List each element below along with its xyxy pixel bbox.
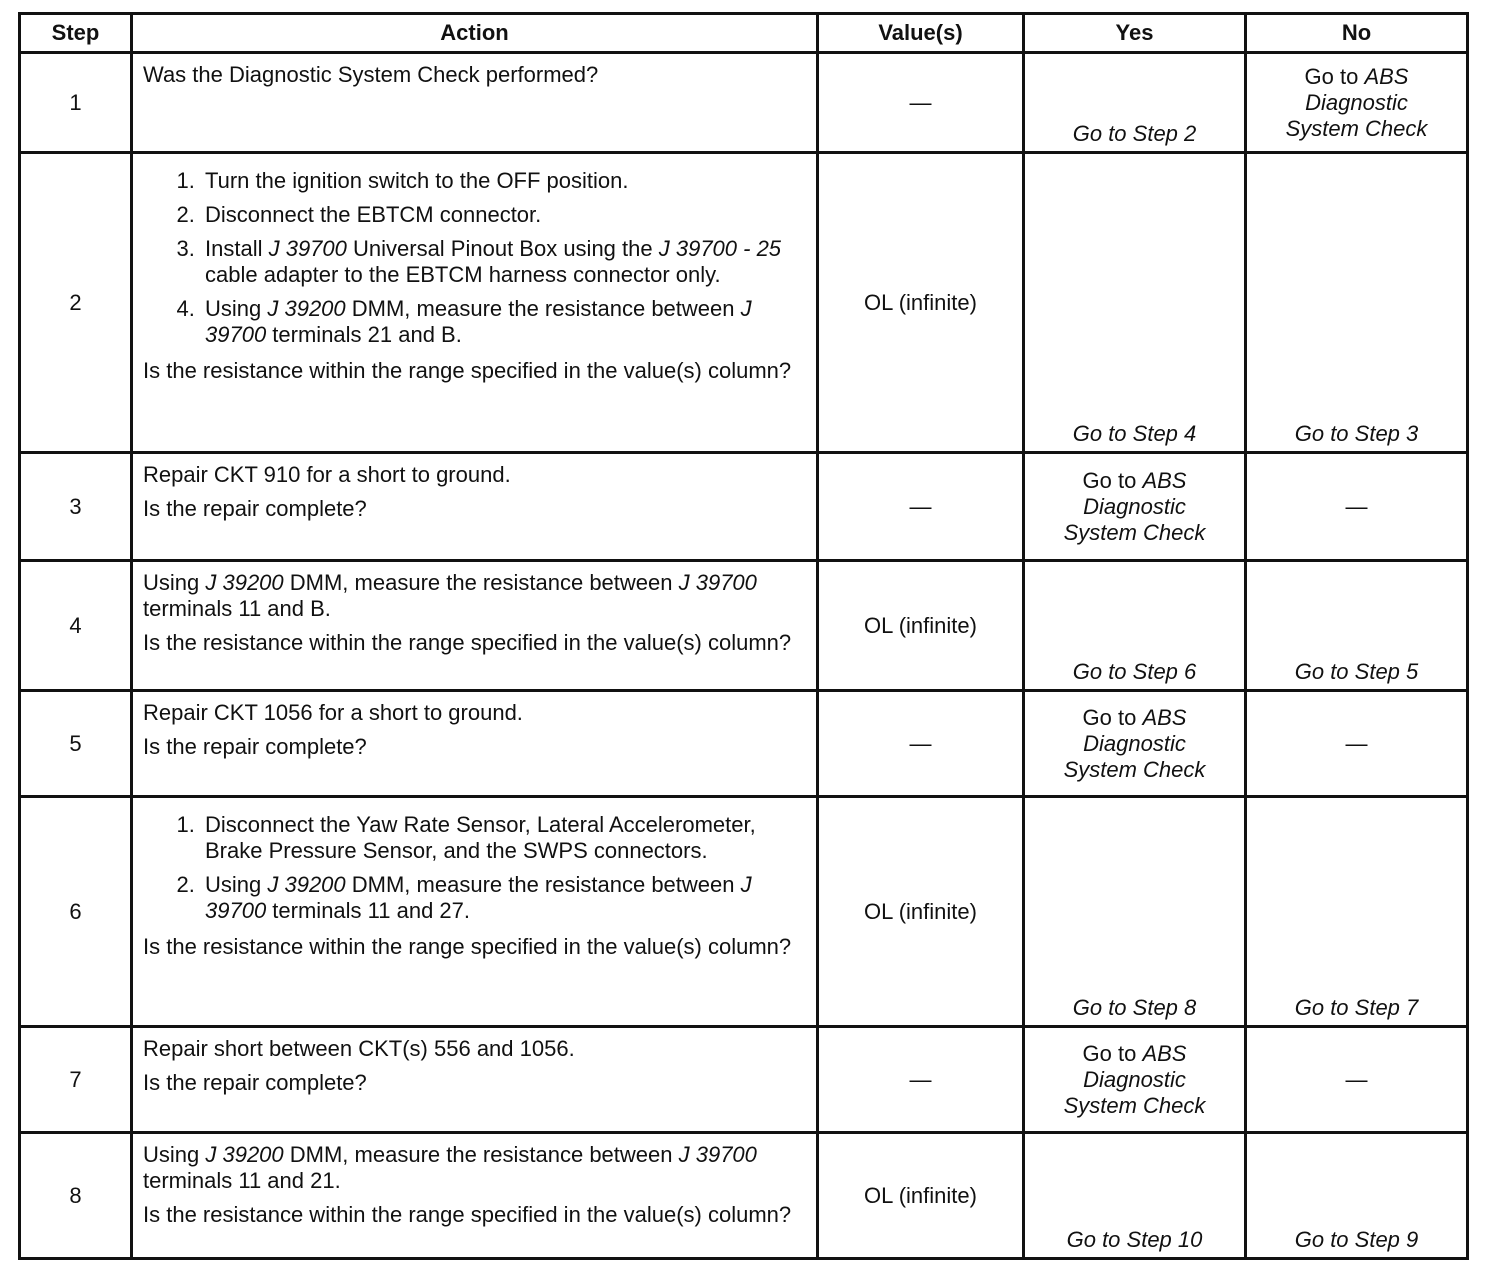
action-step: 1. Disconnect the Yaw Rate Sensor, Lateral Accelerometer, Brake Pressure Sensor, and the SWPS connectors. — [201, 812, 808, 864]
no-goto: Go to Step 7 — [1294, 995, 1419, 1020]
value-cell: — — [818, 1027, 1024, 1133]
yes-cell — [1024, 797, 1246, 1027]
tool-ref: J 39700 - 25 — [658, 236, 782, 261]
action-question: Was the Diagnostic System Check performed? — [143, 62, 599, 87]
tool-ref: J 39200 — [205, 1142, 284, 1167]
text: terminals 11 and 21. — [143, 1168, 341, 1193]
table-row — [20, 797, 1468, 1027]
step-number: 2 — [20, 153, 132, 453]
goto-target: System Check — [1285, 115, 1428, 141]
tool-ref: J 39700 — [678, 1142, 757, 1167]
text: Using — [205, 296, 268, 321]
no-cell: — — [1246, 1027, 1468, 1133]
no-cell — [1246, 153, 1468, 453]
yes-cell — [1024, 1133, 1246, 1259]
goto-target: System Check — [1063, 756, 1206, 782]
step-number: 5 — [20, 691, 132, 797]
no-cell — [1246, 561, 1468, 691]
yes-goto: Go to Step 4 — [1072, 421, 1197, 446]
text: DMM, measure the resistance between — [345, 296, 741, 321]
action-question: Is the resistance within the range specified in the value(s) column? — [143, 358, 792, 383]
text: terminals 21 and B. — [266, 322, 462, 347]
value-cell: — — [818, 453, 1024, 561]
text: Using — [205, 872, 268, 897]
action-cell — [132, 1027, 818, 1133]
goto-target: ABS — [1142, 467, 1187, 493]
step-number: 7 — [20, 1027, 132, 1133]
yes-cell — [1024, 561, 1246, 691]
action-step — [201, 236, 808, 288]
header-action: Action — [132, 14, 818, 53]
header-row — [20, 14, 1468, 53]
value-cell: OL (infinite) — [818, 797, 1024, 1027]
header-step: Step — [20, 14, 132, 53]
tool-ref: J 39700 — [678, 570, 757, 595]
yes-goto: Go to Step 10 — [1066, 1227, 1203, 1252]
tool-ref: J 39700 — [205, 872, 752, 923]
action-steps — [143, 168, 808, 348]
action-cell — [132, 153, 818, 453]
text: Using — [143, 1142, 206, 1167]
action-cell — [132, 1133, 818, 1259]
action-text: Repair short between CKT(s) 556 and 1056. — [143, 1036, 575, 1061]
table-row — [20, 561, 1468, 691]
table-row — [20, 153, 1468, 453]
text: DMM, measure the resistance between — [283, 1142, 679, 1167]
goto-target: Diagnostic — [1305, 89, 1408, 115]
action-step — [201, 296, 808, 348]
action-question: Is the repair complete? — [143, 734, 367, 759]
goto-target: System Check — [1063, 519, 1206, 545]
goto-target: ABS — [1142, 704, 1187, 730]
step-number: 1 — [20, 53, 132, 153]
table-row — [20, 453, 1468, 561]
text: cable adapter to the EBTCM harness connector only. — [205, 262, 721, 287]
action-text: Repair CKT 910 for a short to ground. — [143, 462, 511, 487]
action-question: Is the resistance within the range specified in the value(s) column? — [143, 934, 792, 959]
text: DMM, measure the resistance between — [283, 570, 679, 595]
tool-ref: J 39700 — [205, 296, 752, 347]
yes-cell — [1024, 691, 1246, 797]
tool-ref: J 39200 — [267, 296, 346, 321]
goto-prefix: Go to — [1082, 1040, 1143, 1066]
yes-goto: Go to Step 6 — [1072, 659, 1197, 684]
action-cell — [132, 53, 818, 153]
no-goto: Go to Step 9 — [1294, 1227, 1419, 1252]
action-step: 1. Turn the ignition switch to the OFF position. — [201, 168, 808, 194]
action-step: 2. Disconnect the EBTCM connector. — [201, 202, 808, 228]
action-text — [143, 1142, 808, 1194]
no-cell — [1246, 797, 1468, 1027]
goto-target: Diagnostic — [1083, 1066, 1186, 1092]
diagnostic-table-page — [18, 12, 1466, 1260]
no-cell — [1246, 53, 1468, 153]
table-row — [20, 691, 1468, 797]
text: Install — [205, 236, 269, 261]
no-cell — [1246, 1133, 1468, 1259]
goto-prefix: Go to — [1082, 467, 1143, 493]
diagnostic-table — [18, 12, 1469, 1260]
goto-target: System Check — [1063, 1092, 1206, 1118]
value-cell: OL (infinite) — [818, 561, 1024, 691]
step-number: 6 — [20, 797, 132, 1027]
action-cell — [132, 453, 818, 561]
goto-prefix: Go to — [1082, 704, 1143, 730]
action-question: Is the resistance within the range specified in the value(s) column? — [143, 630, 792, 655]
text: DMM, measure the resistance between — [345, 872, 741, 897]
action-step — [201, 872, 808, 924]
table-row — [20, 1027, 1468, 1133]
action-cell — [132, 561, 818, 691]
text: terminals 11 and B. — [143, 596, 331, 621]
no-goto: Go to Step 5 — [1294, 659, 1419, 684]
action-question: Is the resistance within the range specified in the value(s) column? — [143, 1202, 792, 1227]
yes-cell — [1024, 453, 1246, 561]
value-cell: OL (infinite) — [818, 1133, 1024, 1259]
table-row — [20, 53, 1468, 153]
step-number: 3 — [20, 453, 132, 561]
goto-target: Diagnostic — [1083, 730, 1186, 756]
text: Universal Pinout Box using the — [346, 236, 659, 261]
header-yes: Yes — [1024, 14, 1246, 53]
action-cell — [132, 797, 818, 1027]
value-cell: — — [818, 691, 1024, 797]
action-question: Is the repair complete? — [143, 496, 367, 521]
step-number: 4 — [20, 561, 132, 691]
goto-target: ABS — [1364, 63, 1409, 89]
no-cell: — — [1246, 453, 1468, 561]
table-row — [20, 1133, 1468, 1259]
step-number: 8 — [20, 1133, 132, 1259]
action-question: Is the repair complete? — [143, 1070, 367, 1095]
no-cell: — — [1246, 691, 1468, 797]
text: terminals 11 and 27. — [266, 898, 471, 923]
tool-ref: J 39200 — [205, 570, 284, 595]
header-no: No — [1246, 14, 1468, 53]
tool-ref: J 39200 — [267, 872, 346, 897]
goto-prefix: Go to — [1304, 63, 1365, 89]
yes-cell — [1024, 53, 1246, 153]
yes-goto: Go to Step 8 — [1072, 995, 1197, 1020]
action-steps — [143, 812, 808, 924]
goto-target: Diagnostic — [1083, 493, 1186, 519]
yes-cell — [1024, 1027, 1246, 1133]
header-values: Value(s) — [818, 14, 1024, 53]
action-cell — [132, 691, 818, 797]
no-goto: Go to Step 3 — [1294, 421, 1419, 446]
tool-ref: J 39700 — [268, 236, 347, 261]
value-cell: — — [818, 53, 1024, 153]
action-text — [143, 570, 808, 622]
yes-cell — [1024, 153, 1246, 453]
text: Using — [143, 570, 206, 595]
value-cell: OL (infinite) — [818, 153, 1024, 453]
action-text: Repair CKT 1056 for a short to ground. — [143, 700, 523, 725]
goto-target: ABS — [1142, 1040, 1187, 1066]
yes-goto: Go to Step 2 — [1072, 121, 1197, 146]
